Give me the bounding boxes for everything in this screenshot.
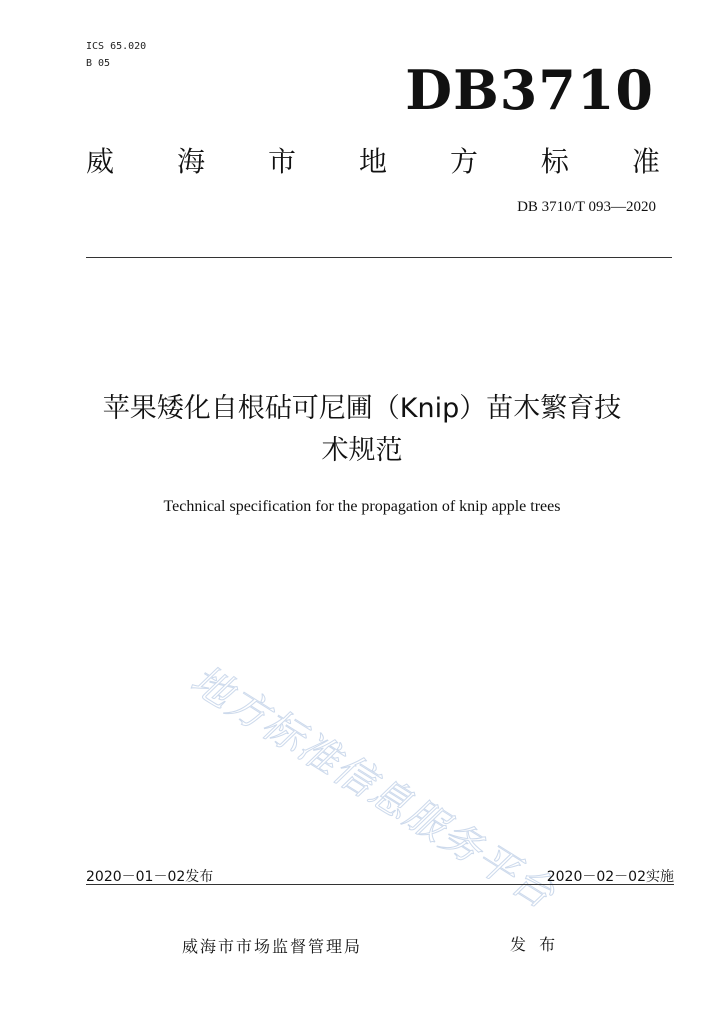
ics-code: ICS 65.020	[86, 41, 147, 52]
chinese-title-line-2: 术规范	[321, 435, 403, 466]
standard-type-char: 方	[449, 145, 478, 178]
footer-divider	[86, 884, 674, 885]
issue-date: 2020－01－02发布	[86, 869, 214, 885]
header-divider	[86, 257, 672, 258]
standard-type-char: 准	[631, 145, 660, 178]
chinese-title	[40, 388, 684, 472]
watermark: 地方标准信息服务平台	[182, 656, 564, 919]
standard-type-char: 威	[86, 145, 115, 178]
english-title: Technical specification for the propagation of knip apple trees	[163, 498, 561, 515]
implementation-date: 2020－02－02实施	[546, 869, 674, 885]
standard-type-char: 标	[540, 145, 569, 178]
standard-type-char: 地	[358, 145, 387, 178]
standard-number: DB 3710/T 093—2020	[517, 199, 656, 215]
standard-type-heading	[86, 140, 660, 180]
classification-codes	[86, 38, 146, 72]
standard-type-char: 市	[267, 145, 296, 178]
standard-code-logo: DB3710	[405, 58, 654, 122]
standard-type-char: 海	[176, 145, 205, 178]
ccs-code: B 05	[86, 58, 111, 69]
chinese-title-line-1: 苹果矮化自根砧可尼圃（Knip）苗木繁育技	[102, 393, 622, 424]
issue-action: 发 布	[510, 935, 560, 954]
issuing-authority: 威海市市场监督管理局	[182, 937, 363, 956]
